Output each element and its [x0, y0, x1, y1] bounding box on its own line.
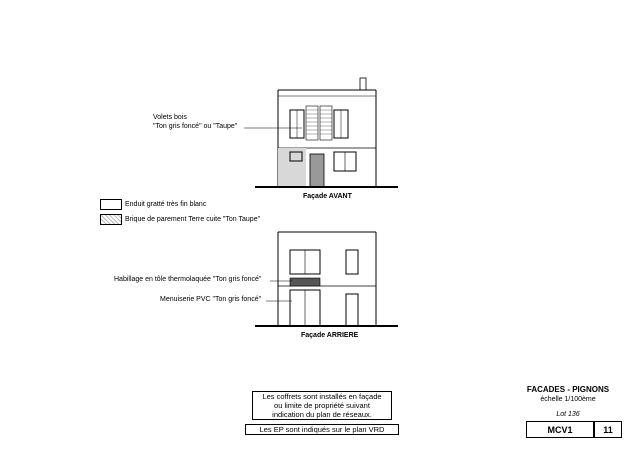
sheet-page-number: 11	[594, 421, 622, 438]
legend-swatch-brick	[100, 214, 122, 225]
sheet-code: MCV1	[526, 421, 594, 438]
title-block	[518, 385, 618, 419]
note-coffrets: Les coffrets sont installés en façade ou limite de propriété suivant indication du plan de réseaux.	[252, 391, 392, 420]
rear-label-joinery: Menuiserie PVC "Ton gris foncé"	[160, 296, 262, 303]
rear-caption: Façade ARRIERE	[301, 332, 359, 339]
legend-swatch-render	[100, 199, 122, 210]
sheet-lot: Lot 136	[556, 411, 580, 418]
note-ep: Les EP sont indiqués sur le plan VRD	[245, 424, 399, 435]
front-label-shutters: Volets bois "Ton gris foncé" ou "Taupe"	[153, 114, 238, 130]
legend-label-render: Enduit gratté très fin blanc	[125, 201, 207, 208]
rear-leader-joinery	[266, 299, 292, 305]
front-caption: Façade AVANT	[303, 193, 352, 200]
rear-leader-cladding	[270, 279, 292, 285]
front-facade-drawing	[250, 72, 400, 194]
front-leader-line	[244, 126, 304, 132]
sheet-scale: échelle 1/100ème	[540, 396, 596, 403]
rear-label-cladding: Habillage en tôle thermolaquée "Ton gris foncé"	[114, 276, 262, 283]
sheet-title: FACADES - PIGNONS	[526, 385, 610, 394]
legend-label-brick: Brique de parement Terre cuite "Ton Taupe"	[125, 216, 261, 223]
